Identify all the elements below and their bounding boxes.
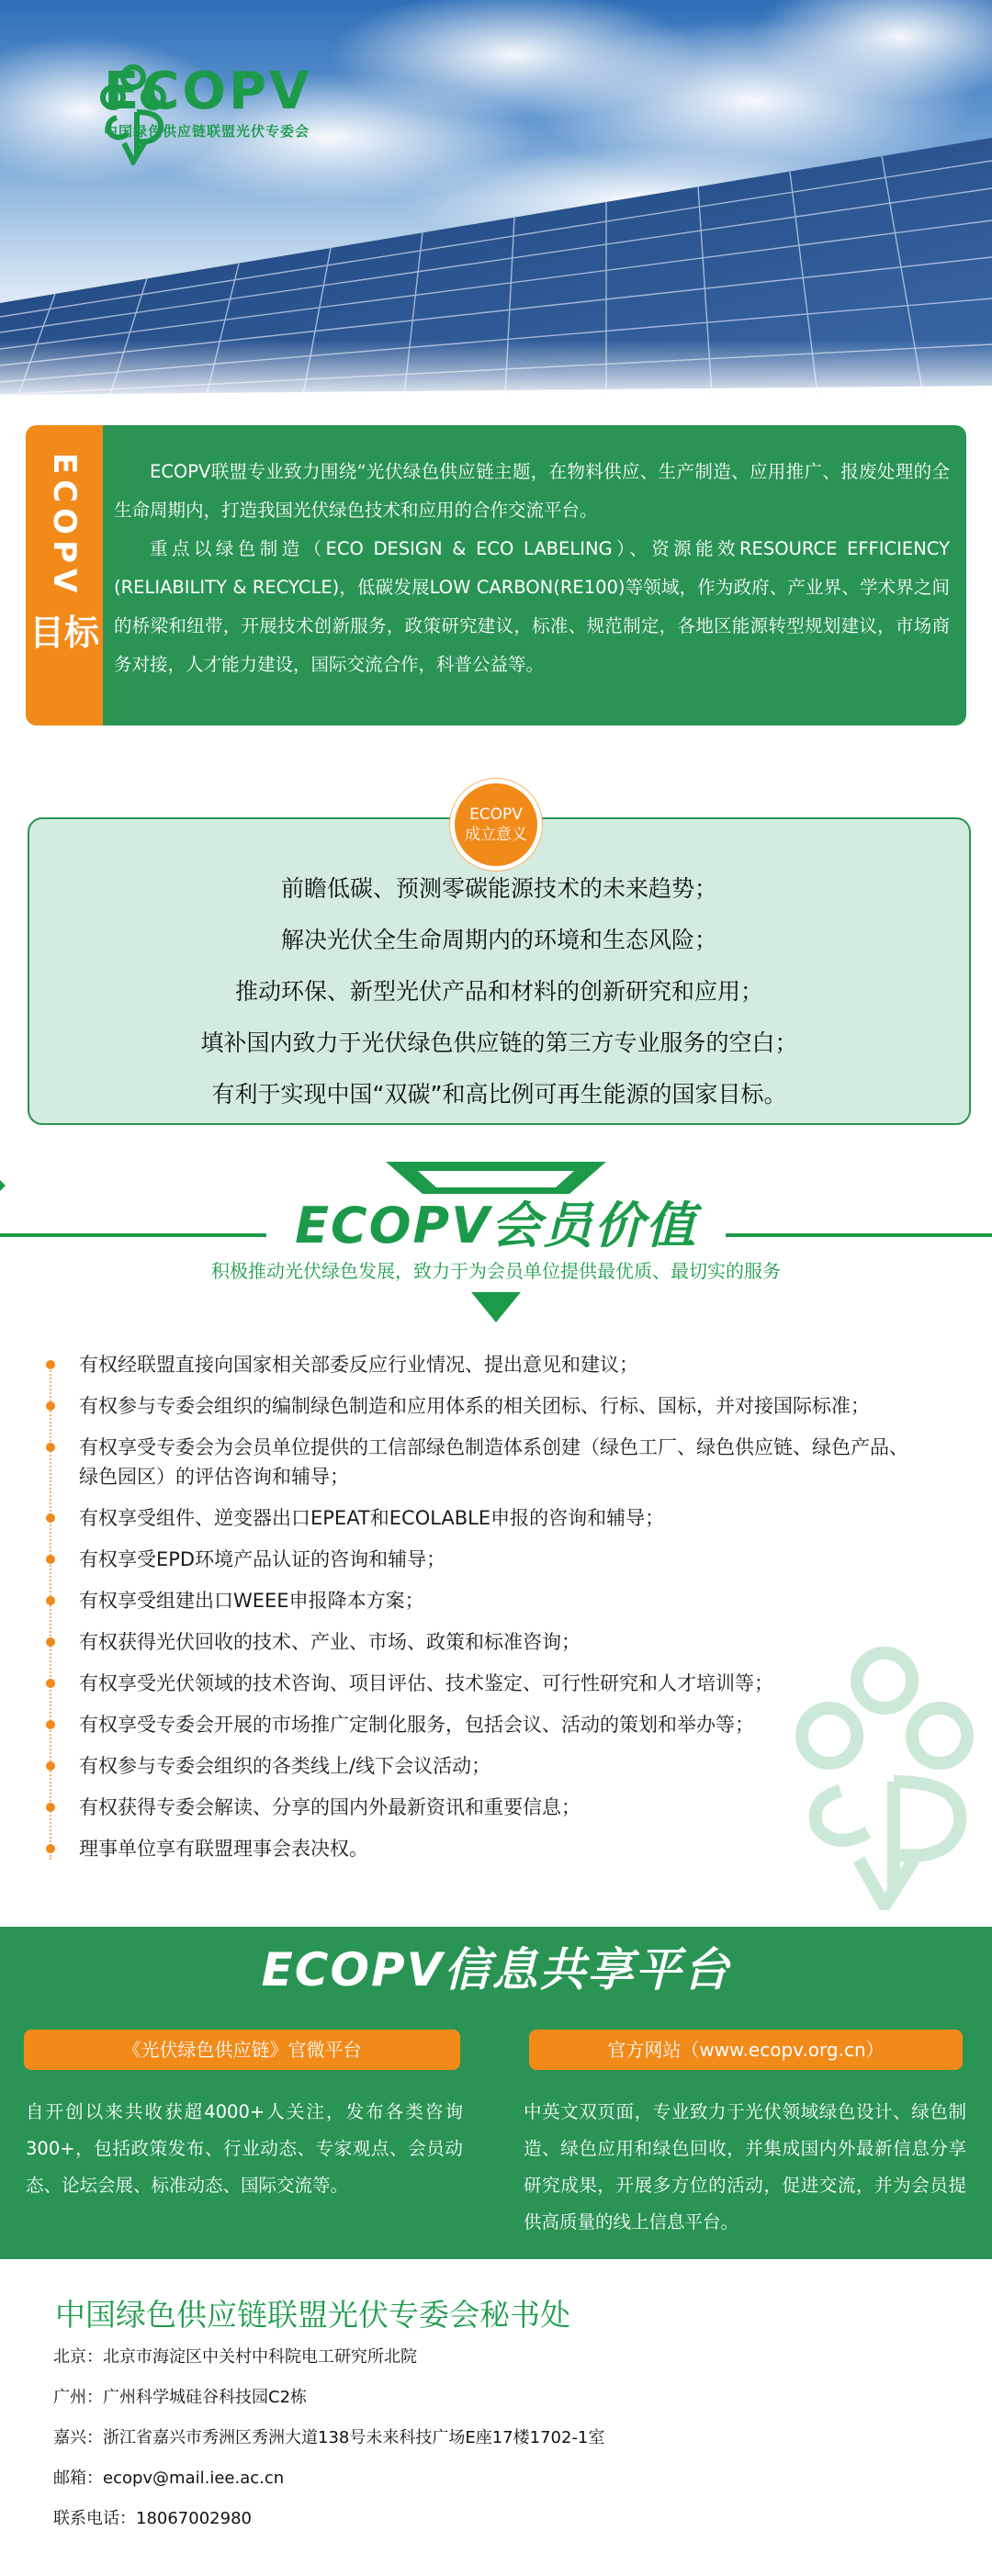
list-item: 解决光伏全生命周期内的环境和生态风险； [280, 927, 717, 953]
list-item: 理事单位享有联盟理事会表决权。 [44, 1834, 926, 1863]
logo-name: ECOPV [104, 62, 312, 121]
info-platform-title: ECOPV信息共享平台 [261, 1943, 731, 1997]
footer-address-jiaxing: 嘉兴：浙江省嘉兴市秀洲区秀洲大道138号未来科技广场E座17楼1702-1室 [53, 2428, 605, 2447]
wechat-platform-button[interactable]: 《光伏绿色供应链》官微平台 [24, 2030, 460, 2070]
member-value-line-left [0, 1233, 276, 1237]
goal-paragraph: ECOPV联盟专业致力围绕“光伏绿色供应链主题，在物料供应、生产制造、应用推广、报废处理的全生命周期内，打造我国光伏绿色技术和应用的合作交流平台。 [114, 461, 950, 521]
footer-contact-list [53, 2337, 604, 2539]
meaning-badge [450, 779, 542, 871]
list-item: 有权享受光伏领域的技术咨询、项目评估、技术鉴定、可行性研究和人才培训等； [44, 1669, 926, 1698]
list-item: 填补国内致力于光伏绿色供应链的第三方专业服务的空白； [200, 1029, 798, 1056]
list-item: 有权参与专委会组织的编制绿色制造和应用体系的相关团标、行标、国标，并对接国际标准； [44, 1391, 926, 1421]
ecopv-logo [96, 64, 311, 141]
wechat-platform-text: 自开创以来共收获超4000+人关注，发布各类咨询300+，包括政策发布、行业动态、专家观点、会员动态、论坛会展、标准动态、国际交流等。 [26, 2101, 463, 2196]
list-item: 有权获得专委会解读、分享的国内外最新资讯和重要信息； [44, 1793, 926, 1822]
list-item: 有权享受组建出口WEEE申报降本方案； [44, 1586, 926, 1615]
goal-tab [26, 425, 103, 726]
footer-address-guangzhou: 广州：广州科学城硅谷科技园C2栋 [53, 2388, 308, 2407]
list-item: 有权享受EPD环境产品认证的咨询和辅导； [44, 1545, 926, 1574]
website-text: 中英文双页面，专业致力于光伏领域绿色设计、绿色制造、绿色应用和绿色回收，并集成国内外最新信息分享研究成果，开展多方位的活动，促进交流，并为会员提供高质量的线上信息平台。 [524, 2101, 966, 2233]
footer-address-beijing: 北京：北京市海淀区中关村中科院电工研究所北院 [53, 2347, 417, 2367]
list-item: 有利于实现中国“双碳”和高比例可再生能源的国家目标。 [211, 1081, 787, 1108]
member-value-subtitle: 积极推动光伏绿色发展，致力于为会员单位提供最优质、最切实的服务 [211, 1260, 781, 1282]
goal-section [26, 425, 966, 726]
info-platform-section [0, 1927, 992, 2259]
goal-text [114, 453, 950, 684]
list-item: 有权享受组件、逆变器出口EPEAT和ECOLABLE申报的咨询和辅导； [44, 1503, 926, 1533]
list-item: 推动环保、新型光伏产品和材料的创新研究和应用； [234, 978, 763, 1005]
hero-banner [0, 0, 992, 404]
meaning-badge-line1: ECOPV [469, 805, 523, 824]
leaf-logo-icon [96, 64, 170, 165]
meaning-list [28, 863, 971, 1120]
meaning-badge-line2: 成立意义 [465, 826, 527, 844]
list-item: 有权参与专委会组织的各类线上/线下会议活动； [44, 1751, 926, 1781]
list-item: 有权享受专委会开展的市场推广定制化服务，包括会议、活动的策划和举办等； [44, 1710, 926, 1739]
footer-phone[interactable]: 联系电话：18067002980 [53, 2509, 252, 2528]
logo-watermark-icon [785, 1644, 983, 1910]
footer-email[interactable]: 邮箱：ecopv@mail.iee.ac.cn [53, 2469, 285, 2488]
list-item: 有权享受专委会为会员单位提供的工信部绿色制造体系创建（绿色工厂、绿色供应链、绿色产品、绿色园区）的评估咨询和辅导； [44, 1433, 926, 1491]
goal-tab-en: ECOPV [46, 453, 83, 599]
list-item: 有权获得光伏回收的技术、产业、市场、政策和标准咨询； [44, 1627, 926, 1657]
solar-panel-illustration [0, 0, 992, 404]
list-item: 前瞻低碳、预测零碳能源技术的未来趋势； [280, 875, 717, 902]
member-value-title: ECOPV会员价值 [266, 1194, 726, 1258]
list-item: 有权经联盟直接向国家相关部委反应行业情况、提出意见和建议； [44, 1350, 926, 1379]
goal-paragraph: 重点以绿色制造（ECO DESIGN & ECO LABELING）、资源能效RESOURCE EFFICIENCY (RELIABILITY & RECYCLE)，低碳发展LOW CARBON(RE100)等领域，作为政府、产业界、学术界之间的桥梁和纽带，开展技术创新服务，政策研究建议，标准、规范制定，各地区能源转型规划建议，市场商务对接，人才能力建设，国际交流合作，科普公益等。 [114, 538, 950, 675]
member-value-line-right [716, 1233, 992, 1237]
goal-tab-zh: 目标 [28, 613, 99, 654]
website-button[interactable]: 官方网站（www.ecopv.org.cn） [529, 2030, 963, 2070]
logo-subtitle: 中国绿色供应链联盟光伏专委会 [104, 123, 310, 140]
footer-title: 中国绿色供应链联盟光伏专委会秘书处 [55, 2297, 570, 2333]
